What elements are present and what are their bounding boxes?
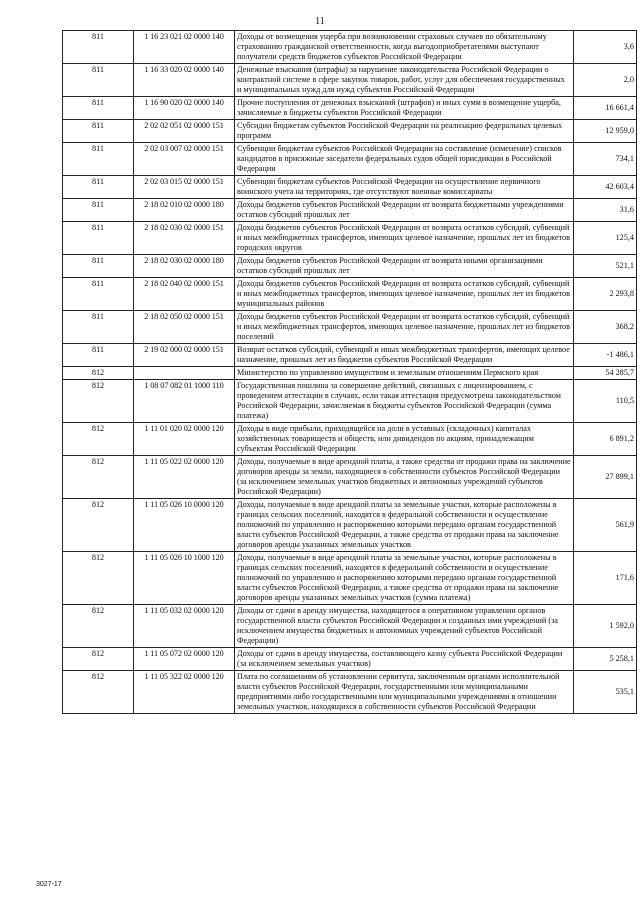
budget-classification-code-cell: 1 16 90 020 02 0000 140 [134, 97, 235, 120]
amount-cell: 125,4 [574, 222, 637, 255]
revenue-name-cell: Государственная пошлина за совершение действий, связанных с лицензированием, с проведением аттестации в случаях, если такая аттестация предусмотрена законодательством Российской Федерации, зачисляемая в бюджеты субъектов Российской Федерации (сумма платежа) [235, 380, 574, 423]
budget-classification-code-cell: 2 02 03 007 02 0000 151 [134, 143, 235, 176]
budget-classification-code-cell: 1 11 05 022 02 0000 120 [134, 456, 235, 499]
revenue-name-cell: Доходы от сдачи в аренду имущества, находящегося в оперативном управлении органов государственной власти субъектов Российской Федерации и созданных ими учреждений (за исключением имущества бюджетных и автономных учреждений субъектов Российской Федерации) [235, 605, 574, 648]
admin-code-cell: 811 [63, 31, 134, 64]
table-row [63, 97, 637, 120]
admin-code-cell: 811 [63, 278, 134, 311]
revenue-name-cell: Доходы бюджетов субъектов Российской Федерации от возврата иными организациями остатков субсидий прошлых лет [235, 255, 574, 278]
amount-cell: 368,2 [574, 311, 637, 344]
admin-code-cell: 812 [63, 423, 134, 456]
budget-classification-code-cell: 1 11 05 026 10 0000 120 [134, 499, 235, 552]
amount-cell: 12 959,0 [574, 120, 637, 143]
amount-cell: 6 891,2 [574, 423, 637, 456]
table-row [63, 456, 637, 499]
table-row [63, 423, 637, 456]
admin-code-cell: 812 [63, 367, 134, 380]
budget-classification-code-cell: 1 11 05 032 02 0000 120 [134, 605, 235, 648]
admin-code-cell: 812 [63, 605, 134, 648]
table-row [63, 344, 637, 367]
table-row [63, 278, 637, 311]
page-number: 11 [315, 16, 325, 27]
table-row [63, 199, 637, 222]
admin-code-cell: 811 [63, 222, 134, 255]
amount-cell: 1 592,0 [574, 605, 637, 648]
budget-classification-code-cell: 2 02 02 051 02 0000 151 [134, 120, 235, 143]
budget-classification-code-cell: 1 16 23 021 02 0000 140 [134, 31, 235, 64]
amount-cell: 54 285,7 [574, 367, 637, 380]
amount-cell: 2,0 [574, 64, 637, 97]
revenue-name-cell: Субсидии бюджетам субъектов Российской Федерации на реализацию федеральных целевых программ [235, 120, 574, 143]
revenue-name-cell: Доходы, получаемые в виде арендной платы за земельные участки, которые расположены в границах сельских поселений, находятся в федеральной собственности и осуществление полномочий по управлению и распоряжению которыми передано органам государственной власти субъектов Российской Федерации, а также средства от продажи права на заключение договоров аренды указанных земельных участков (сумма платежа) [235, 552, 574, 605]
budget-classification-code-cell: 1 16 33 020 02 0000 140 [134, 64, 235, 97]
revenue-name-cell: Доходы в виде прибыли, приходящейся на доли в уставных (складочных) капиталах хозяйственных товариществ и обществ, или дивидендов по акциям, принадлежащим субъектам Российской Федерации [235, 423, 574, 456]
admin-code-cell: 811 [63, 64, 134, 97]
revenue-name-cell: Доходы от возмещения ущерба при возникновении страховых случаев по обязательному страхованию гражданской ответственности, когда выгодоприобретателями выступают получатели средств бюджетов субъектов Российской Федерации [235, 31, 574, 64]
amount-cell: 31,6 [574, 199, 637, 222]
admin-code-cell: 812 [63, 456, 134, 499]
admin-code-cell: 811 [63, 97, 134, 120]
amount-cell: 110,5 [574, 380, 637, 423]
admin-code-cell: 811 [63, 311, 134, 344]
amount-cell: 171,6 [574, 552, 637, 605]
revenue-name-cell: Субвенции бюджетам субъектов Российской Федерации на составление (изменение) списков кандидатов в присяжные заседатели федеральных судов общей юрисдикции в Российской Федерации [235, 143, 574, 176]
budget-classification-code-cell: 1 11 05 072 02 0000 120 [134, 648, 235, 671]
budget-classification-code-cell [134, 367, 235, 380]
revenue-name-cell: Доходы бюджетов субъектов Российской Федерации от возврата остатков субсидий, субвенций и иных межбюджетных трансфертов, имеющих целевое назначение, прошлых лет из бюджетов городских округов [235, 222, 574, 255]
amount-cell: 3,6 [574, 31, 637, 64]
admin-code-cell: 812 [63, 380, 134, 423]
amount-cell: 16 661,4 [574, 97, 637, 120]
admin-code-cell: 811 [63, 176, 134, 199]
table-row [63, 176, 637, 199]
table-row [63, 120, 637, 143]
amount-cell: 27 899,1 [574, 456, 637, 499]
budget-classification-code-cell: 1 11 05 322 02 0000 120 [134, 671, 235, 714]
revenue-table [62, 30, 637, 714]
budget-classification-code-cell: 2 18 02 010 02 0000 180 [134, 199, 235, 222]
table-row [63, 648, 637, 671]
table-row [63, 605, 637, 648]
budget-classification-code-cell: 2 18 02 030 02 0000 151 [134, 222, 235, 255]
budget-classification-code-cell: 1 08 07 082 01 1000 110 [134, 380, 235, 423]
revenue-name-cell: Доходы бюджетов субъектов Российской Федерации от возврата остатков субсидий, субвенций и иных межбюджетных трансфертов, имеющих целевое назначение, прошлых лет из бюджетов поселений [235, 311, 574, 344]
revenue-name-cell: Денежные взыскания (штрафы) за нарушение законодательства Российской Федерации о контрактной системе в сфере закупок товаров, работ, услуг для обеспечения государственных и муниципальных нужд для нужд субъектов Российской Федерации [235, 64, 574, 97]
budget-classification-code-cell: 1 11 01 020 02 0000 120 [134, 423, 235, 456]
revenue-name-cell: Возврат остатков субсидий, субвенций и иных межбюджетных трансфертов, имеющих целевое назначение, прошлых лет из бюджетов субъектов Российской Федерации [235, 344, 574, 367]
table-row [63, 31, 637, 64]
admin-code-cell: 812 [63, 552, 134, 605]
table-row [63, 671, 637, 714]
revenue-name-cell: Доходы от сдачи в аренду имущества, составляющего казну субъекта Российской Федерации (за исключением земельных участков) [235, 648, 574, 671]
revenue-name-cell: Доходы, получаемые в виде арендной платы за земельные участки, которые расположены в границах сельских поселений, находятся в федеральной собственности и осуществление полномочий по управлению и распоряжению которыми передано органам государственной власти субъектов Российской Федерации, а также средства от продажи права на заключение договоров аренды указанных земельных участков [235, 499, 574, 552]
amount-cell: 561,9 [574, 499, 637, 552]
budget-classification-code-cell: 2 18 02 040 02 0000 151 [134, 278, 235, 311]
budget-classification-code-cell: 2 18 02 050 02 0000 151 [134, 311, 235, 344]
revenue-name-cell: Плата по соглашениям об установлении сервитута, заключенным органами исполнительной власти субъектов Российской Федерации, государственными или муниципальными предприятиями либо государственными или муниципальными учреждениями в отношении земельных участков, находящихся в собственности субъектов Российской Федерации [235, 671, 574, 714]
amount-cell: 2 293,8 [574, 278, 637, 311]
revenue-name-cell: Доходы бюджетов субъектов Российской Федерации от возврата остатков субсидий, субвенций и иных межбюджетных трансфертов, имеющих целевое назначение, прошлых лет из бюджетов муниципальных районов [235, 278, 574, 311]
revenue-name-cell: Доходы бюджетов субъектов Российской Федерации от возврата бюджетными учреждениями остатков субсидий прошлых лет [235, 199, 574, 222]
budget-classification-code-cell: 2 02 03 015 02 0000 151 [134, 176, 235, 199]
admin-code-cell: 811 [63, 143, 134, 176]
table-row [63, 380, 637, 423]
admin-code-cell: 811 [63, 344, 134, 367]
amount-cell: 734,1 [574, 143, 637, 176]
revenue-name-cell: Министерство по управлению имуществом и земельным отношениям Пермского края [235, 367, 574, 380]
table-row [63, 255, 637, 278]
revenue-table-body [63, 31, 637, 714]
budget-classification-code-cell: 2 18 02 030 02 0000 180 [134, 255, 235, 278]
amount-cell: 5 258,1 [574, 648, 637, 671]
budget-classification-code-cell: 1 11 05 026 10 1000 120 [134, 552, 235, 605]
table-row [63, 552, 637, 605]
amount-cell: 42 603,4 [574, 176, 637, 199]
admin-code-cell: 811 [63, 120, 134, 143]
table-row [63, 367, 637, 380]
admin-code-cell: 811 [63, 199, 134, 222]
footer-document-code: 3027-17 [36, 881, 62, 888]
amount-cell: 535,1 [574, 671, 637, 714]
table-row [63, 64, 637, 97]
amount-cell: 521,1 [574, 255, 637, 278]
admin-code-cell: 812 [63, 499, 134, 552]
table-row [63, 222, 637, 255]
admin-code-cell: 812 [63, 648, 134, 671]
table-row [63, 311, 637, 344]
admin-code-cell: 811 [63, 255, 134, 278]
amount-cell: -1 486,1 [574, 344, 637, 367]
admin-code-cell: 812 [63, 671, 134, 714]
revenue-name-cell: Прочие поступления от денежных взысканий (штрафов) и иных сумм в возмещение ущерба, зачисляемые в бюджеты субъектов Российской Федерации [235, 97, 574, 120]
table-row [63, 143, 637, 176]
revenue-name-cell: Субвенции бюджетам субъектов Российской Федерации на осуществление первичного воинского учета на территориях, где отсутствуют военные комиссариаты [235, 176, 574, 199]
table-row [63, 499, 637, 552]
budget-classification-code-cell: 2 19 02 000 02 0000 151 [134, 344, 235, 367]
revenue-name-cell: Доходы, получаемые в виде арендной платы, а также средства от продажи права на заключение договоров аренды за земли, находящиеся в собственности субъектов Российской Федерации (за исключением земельных участков бюджетных и автономных учреждений субъектов Российской Федерации) [235, 456, 574, 499]
